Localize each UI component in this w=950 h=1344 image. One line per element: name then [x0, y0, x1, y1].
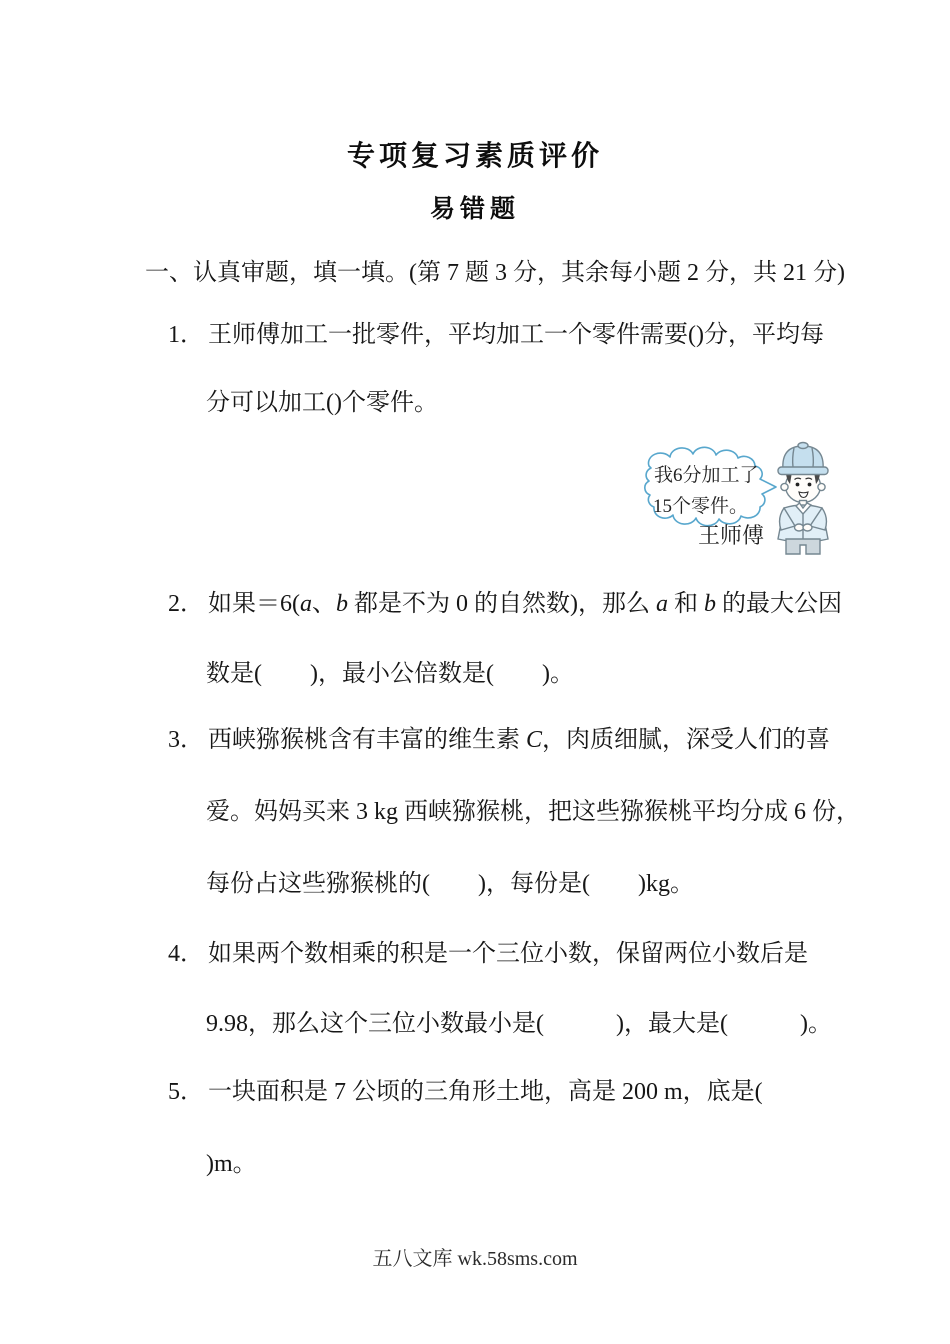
- worker-name-label: 王师傅: [698, 523, 765, 548]
- question-5-line-2: )m。: [206, 1151, 257, 1177]
- question-3-line-1: [168, 724, 830, 756]
- page-title: 专项复习素质评价: [346, 141, 603, 172]
- page-subtitle: 易错题: [429, 196, 520, 223]
- question-3-line-3: 每份占这些猕猴桃的( )，每份是( )kg。: [206, 871, 694, 897]
- question-4-line-1: [168, 938, 808, 970]
- page-footer: 五八文库 wk.58sms.com: [372, 1248, 578, 1270]
- question-1-line-2: 分可以加工()个零件。: [206, 390, 438, 416]
- worker-cartoon: [640, 434, 852, 560]
- question-4-number: 4．: [168, 941, 204, 967]
- question-3-number: 3．: [168, 727, 204, 753]
- question-1-number: 1．: [168, 322, 204, 348]
- question-1-line-1: [168, 319, 824, 351]
- question-2-line-2: 数是( )，最小公倍数是( )。: [206, 661, 574, 687]
- question-5-text: 一块面积是 7 公顷的三角形土地，高是 200 m，底是(: [208, 1079, 763, 1105]
- question-4-text: 如果两个数相乘的积是一个三位小数，保留两位小数后是: [208, 941, 808, 967]
- question-3-text: 西峡猕猴桃含有丰富的维生素 C，肉质细腻，深受人们的喜: [208, 727, 831, 753]
- question-1-text: 王师傅加工一批零件，平均加工一个零件需要()分，平均每: [208, 322, 824, 348]
- question-5-number: 5．: [168, 1079, 204, 1105]
- question-4-line-2: 9.98，那么这个三位小数最小是( )，最大是( )。: [206, 1011, 832, 1037]
- question-2-number: 2．: [168, 591, 204, 617]
- question-2-text: 如果＝6(a、b 都是不为 0 的自然数)，那么 a 和 b 的最大公因: [208, 591, 842, 617]
- question-5-line-1: [168, 1076, 763, 1108]
- worker-icon: [764, 434, 842, 556]
- speech-bubble-text-line-2: 15个零件。: [653, 496, 749, 517]
- question-3-line-2: 爱。妈妈买来 3 kg 西峡猕猴桃，把这些猕猴桃平均分成 6 份，: [206, 799, 860, 825]
- question-2-line-1: [168, 588, 842, 620]
- section-heading: 一、认真审题，填一填。(第 7 题 3 分，其余每小题 2 分，共 21 分): [145, 260, 845, 286]
- speech-bubble-text-line-1: 我6分加工了: [654, 465, 759, 486]
